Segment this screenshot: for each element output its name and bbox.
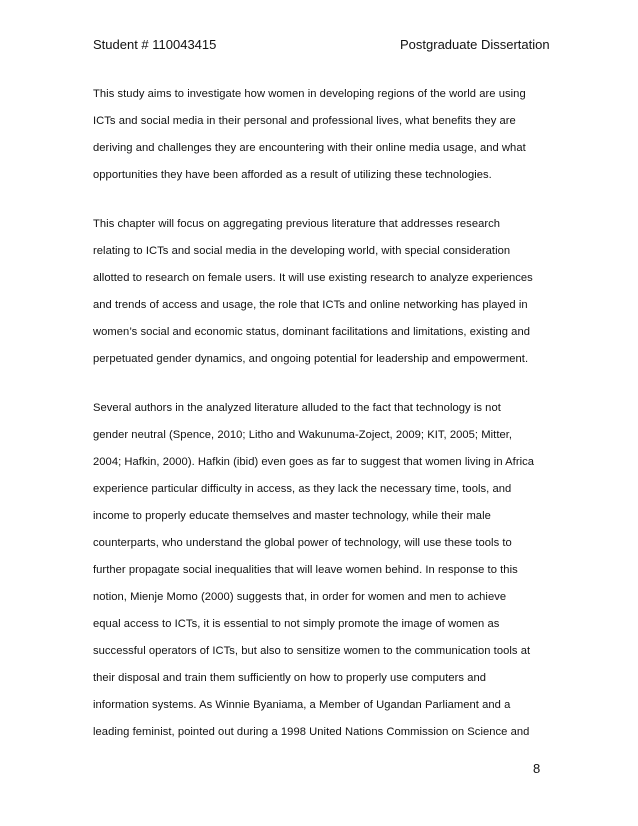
paragraph-line: their disposal and train them sufficiently on how to properly use computers and — [93, 672, 487, 684]
header-document-type: Postgraduate Dissertation — [400, 37, 550, 52]
paragraph-line: This study aims to investigate how women in developing regions of the world are using — [93, 88, 526, 100]
paragraph-line: notion, Mienje Momo (2000) suggests that, in order for women and men to achieve — [93, 591, 507, 603]
paragraph-line: 2004; Hafkin, 2000). Hafkin (ibid) even goes as far to suggest that women living in Africa — [93, 456, 535, 468]
paragraph-line: counterparts, who understand the global power of technology, will use these tools to — [93, 537, 512, 549]
paragraph-line: perpetuated gender dynamics, and ongoing potential for leadership and empowerment. — [93, 353, 529, 365]
paragraph-line: opportunities they have been afforded as a result of utilizing these technologies. — [93, 169, 492, 181]
paragraph-line: information systems. As Winnie Byaniama, a Member of Ugandan Parliament and a — [93, 699, 511, 711]
paragraph-line: deriving and challenges they are encountering with their online media usage, and what — [93, 142, 526, 154]
paragraph-line: leading feminist, pointed out during a 1998 United Nations Commission on Science and — [93, 726, 530, 738]
paragraph-line: Several authors in the analyzed literature alluded to the fact that technology is not — [93, 402, 501, 414]
paragraph-line: relating to ICTs and social media in the developing world, with special consideration — [93, 245, 511, 257]
paragraph-line: experience particular difficulty in access, as they lack the necessary time, tools, and — [93, 483, 512, 495]
paragraph-line: and trends of access and usage, the role that ICTs and online networking has played in — [93, 299, 528, 311]
paragraph-line: women’s social and economic status, dominant facilitations and limitations, existing and — [93, 326, 531, 338]
page-number: 8 — [533, 761, 541, 776]
paragraph-line: gender neutral (Spence, 2010; Litho and Wakunuma-Zoject, 2009; KIT, 2005; Mitter, — [93, 429, 513, 441]
paragraph-line: allotted to research on female users. It will use existing research to analyze experiences — [93, 272, 533, 284]
paragraph-line: This chapter will focus on aggregating previous literature that addresses research — [93, 218, 501, 230]
paragraph-line: income to properly educate themselves and master technology, while their male — [93, 510, 491, 522]
paragraph-line: successful operators of ICTs, but also to sensitize women to the communication tools at — [93, 645, 531, 657]
paragraph-line: equal access to ICTs, it is essential to not simply promote the image of women as — [93, 618, 500, 630]
paragraph-line: ICTs and social media in their personal and professional lives, what benefits they are — [93, 115, 516, 127]
header-student-id: Student # 110043415 — [93, 37, 217, 52]
paragraph-line: further propagate social inequalities that will leave women behind. In response to this — [93, 564, 518, 576]
